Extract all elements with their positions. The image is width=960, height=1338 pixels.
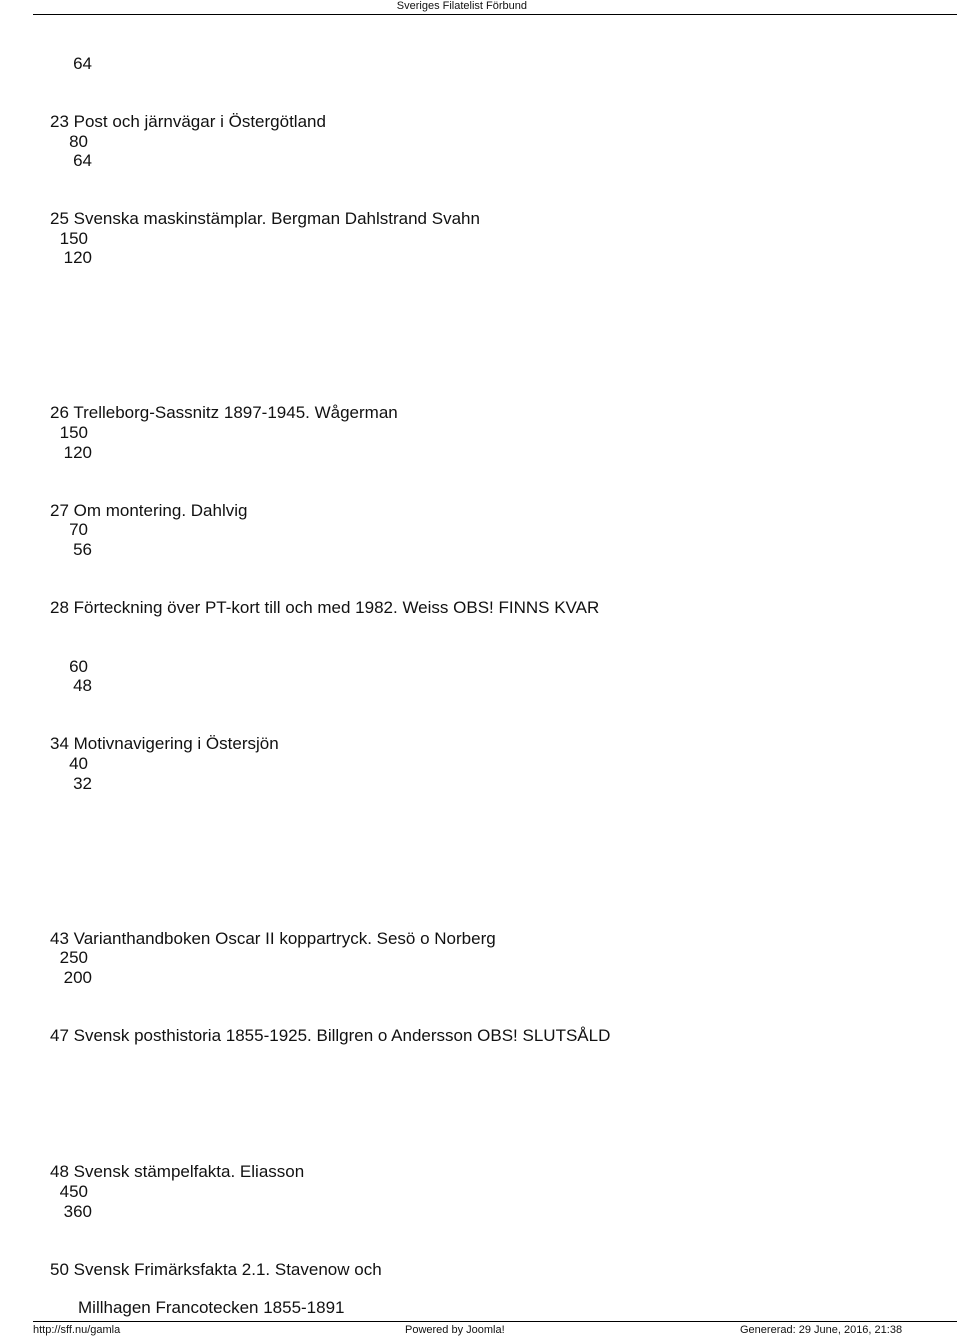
item-price: 250 — [59, 948, 88, 967]
item-title: 48 Svensk stämpelfakta. Eliasson — [50, 1162, 305, 1181]
footer-url-link[interactable]: http://sff.nu/gamla — [33, 1324, 121, 1336]
footer-divider — [33, 1321, 957, 1322]
price-member-top: 64 — [73, 54, 92, 73]
footer-generated-date: Genererad: 29 June, 2016, 21:38 — [740, 1324, 903, 1336]
item-title: 25 Svenska maskinstämplar. Bergman Dahlstrand Svahn — [50, 209, 480, 228]
item-member-price: 48 — [73, 676, 92, 695]
item-title: 43 Varianthandboken Oscar II koppartryck. Sesö o Norberg — [50, 929, 496, 948]
item-price: 60 — [69, 657, 88, 676]
item-price: 150 — [59, 423, 88, 442]
item-title: 27 Om montering. Dahlvig — [50, 501, 248, 520]
item-member-price: 56 — [73, 540, 92, 559]
item-member-price: 64 — [73, 151, 92, 170]
item-member-price: 360 — [63, 1202, 92, 1221]
item-title: 50 Svensk Frimärksfakta 2.1. Stavenow och — [50, 1260, 382, 1279]
footer-powered-by: Powered by Joomla! — [405, 1324, 505, 1336]
item-title: 28 Förteckning över PT-kort till och med 1982. Weiss OBS! FINNS KVAR — [50, 598, 600, 617]
item-title-continuation: Millhagen Francotecken 1855-1891 — [78, 1298, 345, 1317]
item-member-price: 120 — [63, 443, 92, 462]
item-member-price: 200 — [63, 968, 92, 987]
item-price: 70 — [69, 520, 88, 539]
item-title: 34 Motivnavigering i Östersjön — [50, 734, 279, 753]
site-title: Sveriges Filatelist Förbund — [396, 0, 527, 12]
item-price: 150 — [59, 229, 88, 248]
item-price: 80 — [69, 132, 88, 151]
page-header — [33, 0, 957, 15]
item-title: 47 Svensk posthistoria 1855-1925. Billgren o Andersson OBS! SLUTSÅLD — [50, 1026, 611, 1045]
item-title: 23 Post och järnvägar i Östergötland — [50, 112, 326, 131]
item-price: 450 — [59, 1182, 88, 1201]
item-member-price: 120 — [63, 248, 92, 267]
item-title: 26 Trelleborg-Sassnitz 1897-1945. Wågerman — [50, 403, 398, 422]
item-price: 40 — [69, 754, 88, 773]
item-member-price: 32 — [73, 774, 92, 793]
